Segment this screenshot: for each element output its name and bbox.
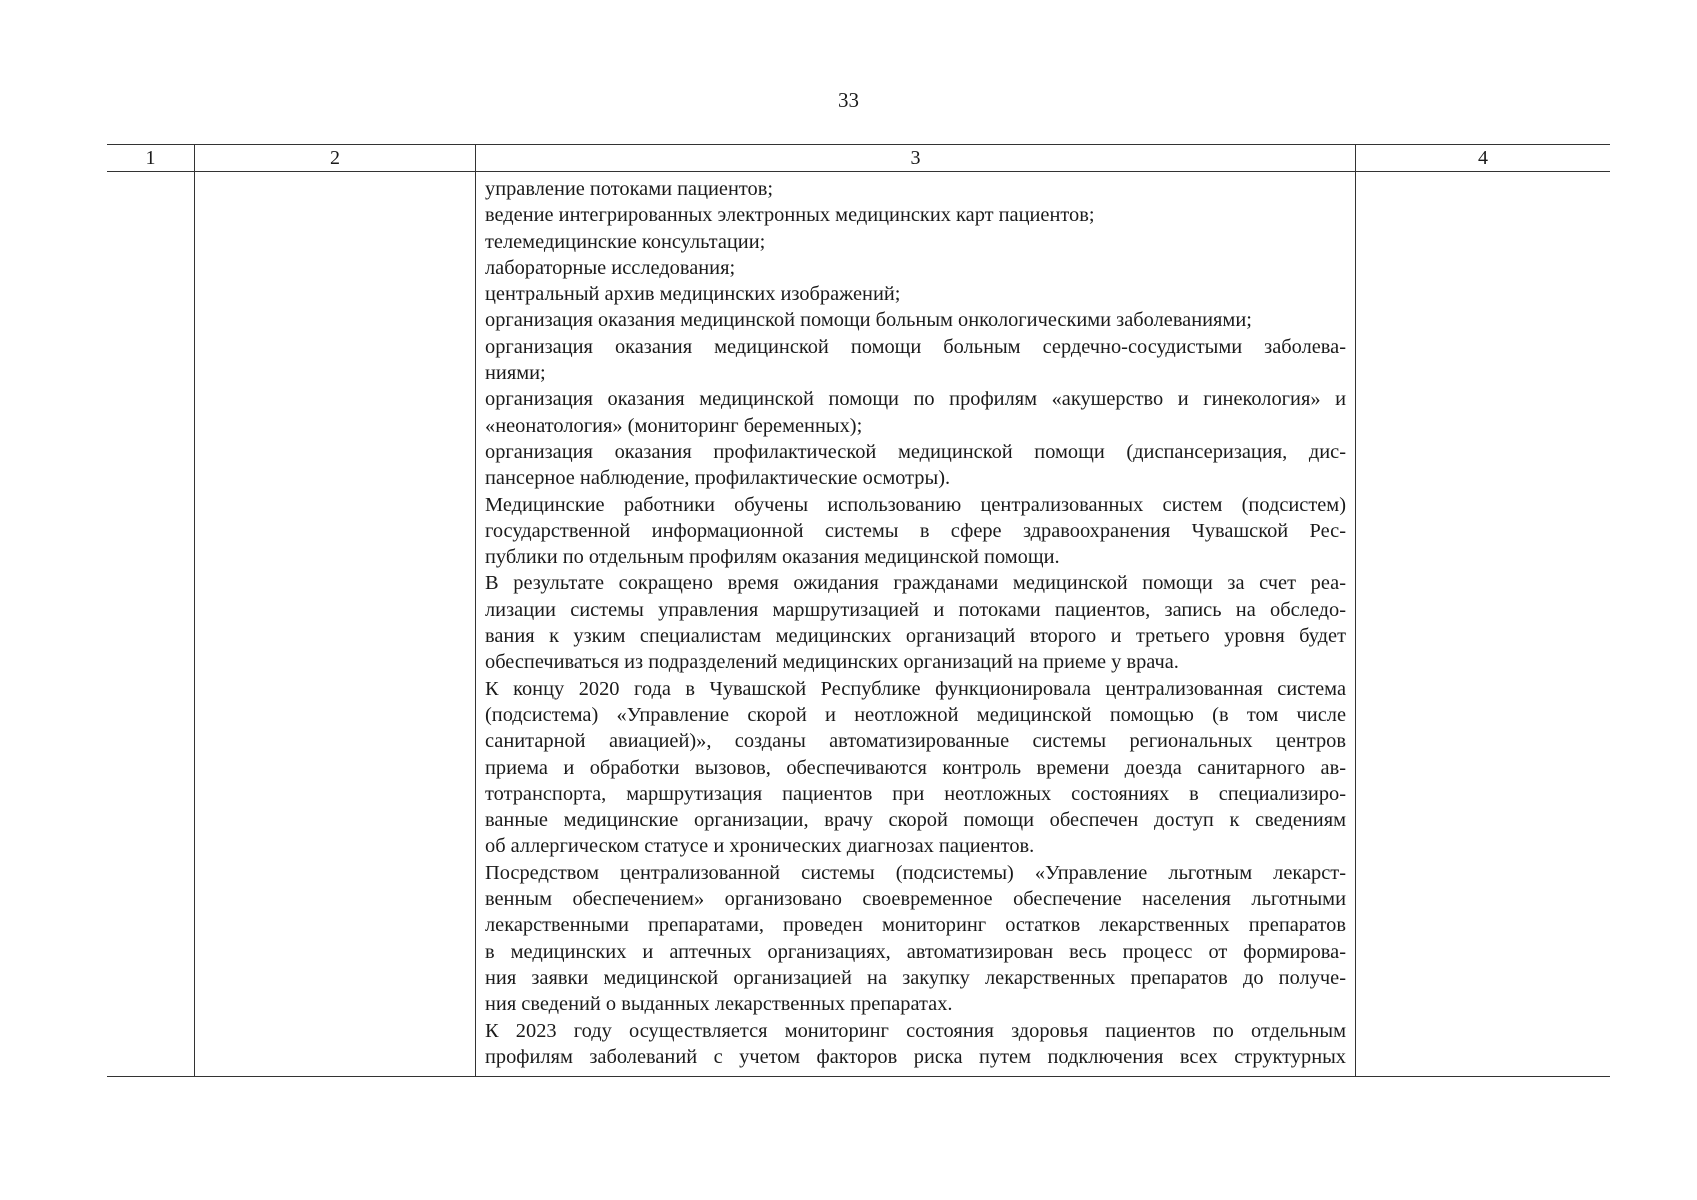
text-line: ведение интегрированных электронных медицинских карт пациентов; bbox=[485, 204, 1095, 227]
text-line: телемедицинские консультации; bbox=[485, 230, 766, 253]
text-line: вания к узким специалистам медицинских организаций второго и третьего уровня будет bbox=[485, 625, 1346, 648]
text-line: венным обеспечением» организовано своевременное обеспечение населения льготными bbox=[485, 888, 1346, 911]
column-header-1: 1 bbox=[107, 145, 195, 171]
text-line: профилям заболеваний с учетом факторов риска путем подключения всех структурных bbox=[485, 1045, 1346, 1068]
text-line: центральный архив медицинских изображений; bbox=[485, 283, 901, 306]
text-line: лизации системы управления маршрутизацией и потоками пациентов, запись на обследо- bbox=[485, 598, 1346, 621]
text-line: «неонатология» (мониторинг беременных); bbox=[485, 414, 863, 437]
text-line: К концу 2020 года в Чувашской Республике функционировала централизованная система bbox=[485, 677, 1346, 700]
column-4-cell bbox=[1356, 172, 1610, 1076]
text-line: обеспечиваться из подразделений медицинских организаций на приеме у врача. bbox=[485, 651, 1179, 674]
text-line: организация оказания медицинской помощи больным сердечно-сосудистыми заболева- bbox=[485, 335, 1346, 358]
text-line: об аллергическом статусе и хронических диагнозах пациентов. bbox=[485, 835, 1035, 858]
column-3-text-cell bbox=[476, 172, 1356, 1076]
text-line: Посредством централизованной системы (подсистемы) «Управление льготным лекарст- bbox=[485, 861, 1346, 884]
column-header-3: 3 bbox=[476, 145, 1356, 171]
text-line: Медицинские работники обучены использованию централизованных систем (подсистем) bbox=[485, 493, 1346, 516]
text-line: организация оказания медицинской помощи по профилям «акушерство и гинекология» и bbox=[485, 388, 1346, 411]
text-line: лекарственными препаратами, проведен мониторинг остатков лекарственных препаратов bbox=[485, 914, 1346, 937]
column-2-cell bbox=[195, 172, 476, 1076]
text-line: ванные медицинские организации, врачу скорой помощи обеспечен доступ к сведениям bbox=[485, 809, 1346, 832]
text-line: В результате сокращено время ожидания гражданами медицинской помощи за счет реа- bbox=[485, 572, 1346, 595]
table-header-row bbox=[107, 145, 1610, 172]
text-line: в медицинских и аптечных организациях, автоматизирован весь процесс от формирова- bbox=[485, 940, 1346, 963]
text-line: (подсистема) «Управление скорой и неотложной медицинской помощью (в том числе bbox=[485, 703, 1346, 726]
text-line: управление потоками пациентов; bbox=[485, 178, 774, 200]
text-line: тотранспорта, маршрутизация пациентов при неотложных состояниях в специализиро- bbox=[485, 782, 1346, 805]
text-line: санитарной авиацией)», созданы автоматизированные системы региональных центров bbox=[485, 730, 1346, 753]
page-number: 33 bbox=[838, 88, 859, 112]
text-line: организация оказания профилактической медицинской помощи (диспансеризация, дис- bbox=[485, 440, 1346, 463]
text-line: лабораторные исследования; bbox=[485, 256, 736, 279]
text-line: публики по отдельным профилям оказания медицинской помощи. bbox=[485, 546, 1060, 569]
column-1-cell bbox=[107, 172, 195, 1076]
text-line: государственной информационной системы в сфере здравоохранения Чувашской Рес- bbox=[485, 519, 1346, 542]
document-table bbox=[107, 144, 1610, 1077]
column-header-4: 4 bbox=[1478, 147, 1488, 169]
text-line: ниями; bbox=[485, 362, 546, 385]
text-line: К 2023 году осуществляется мониторинг состояния здоровья пациентов по отдельным bbox=[485, 1019, 1346, 1042]
text-line: ния заявки медицинской организацией на закупку лекарственных препаратов до получе- bbox=[485, 966, 1346, 989]
text-line: ния сведений о выданных лекарственных препаратах. bbox=[485, 993, 953, 1016]
text-line: организация оказания медицинской помощи больным онкологическими заболеваниями; bbox=[485, 309, 1252, 332]
text-line: пансерное наблюдение, профилактические осмотры). bbox=[485, 467, 951, 490]
column-header-2: 2 bbox=[195, 145, 476, 171]
text-line: приема и обработки вызовов, обеспечиваются контроль времени доезда санитарного ав- bbox=[485, 756, 1346, 779]
table-body-row bbox=[107, 172, 1610, 1076]
